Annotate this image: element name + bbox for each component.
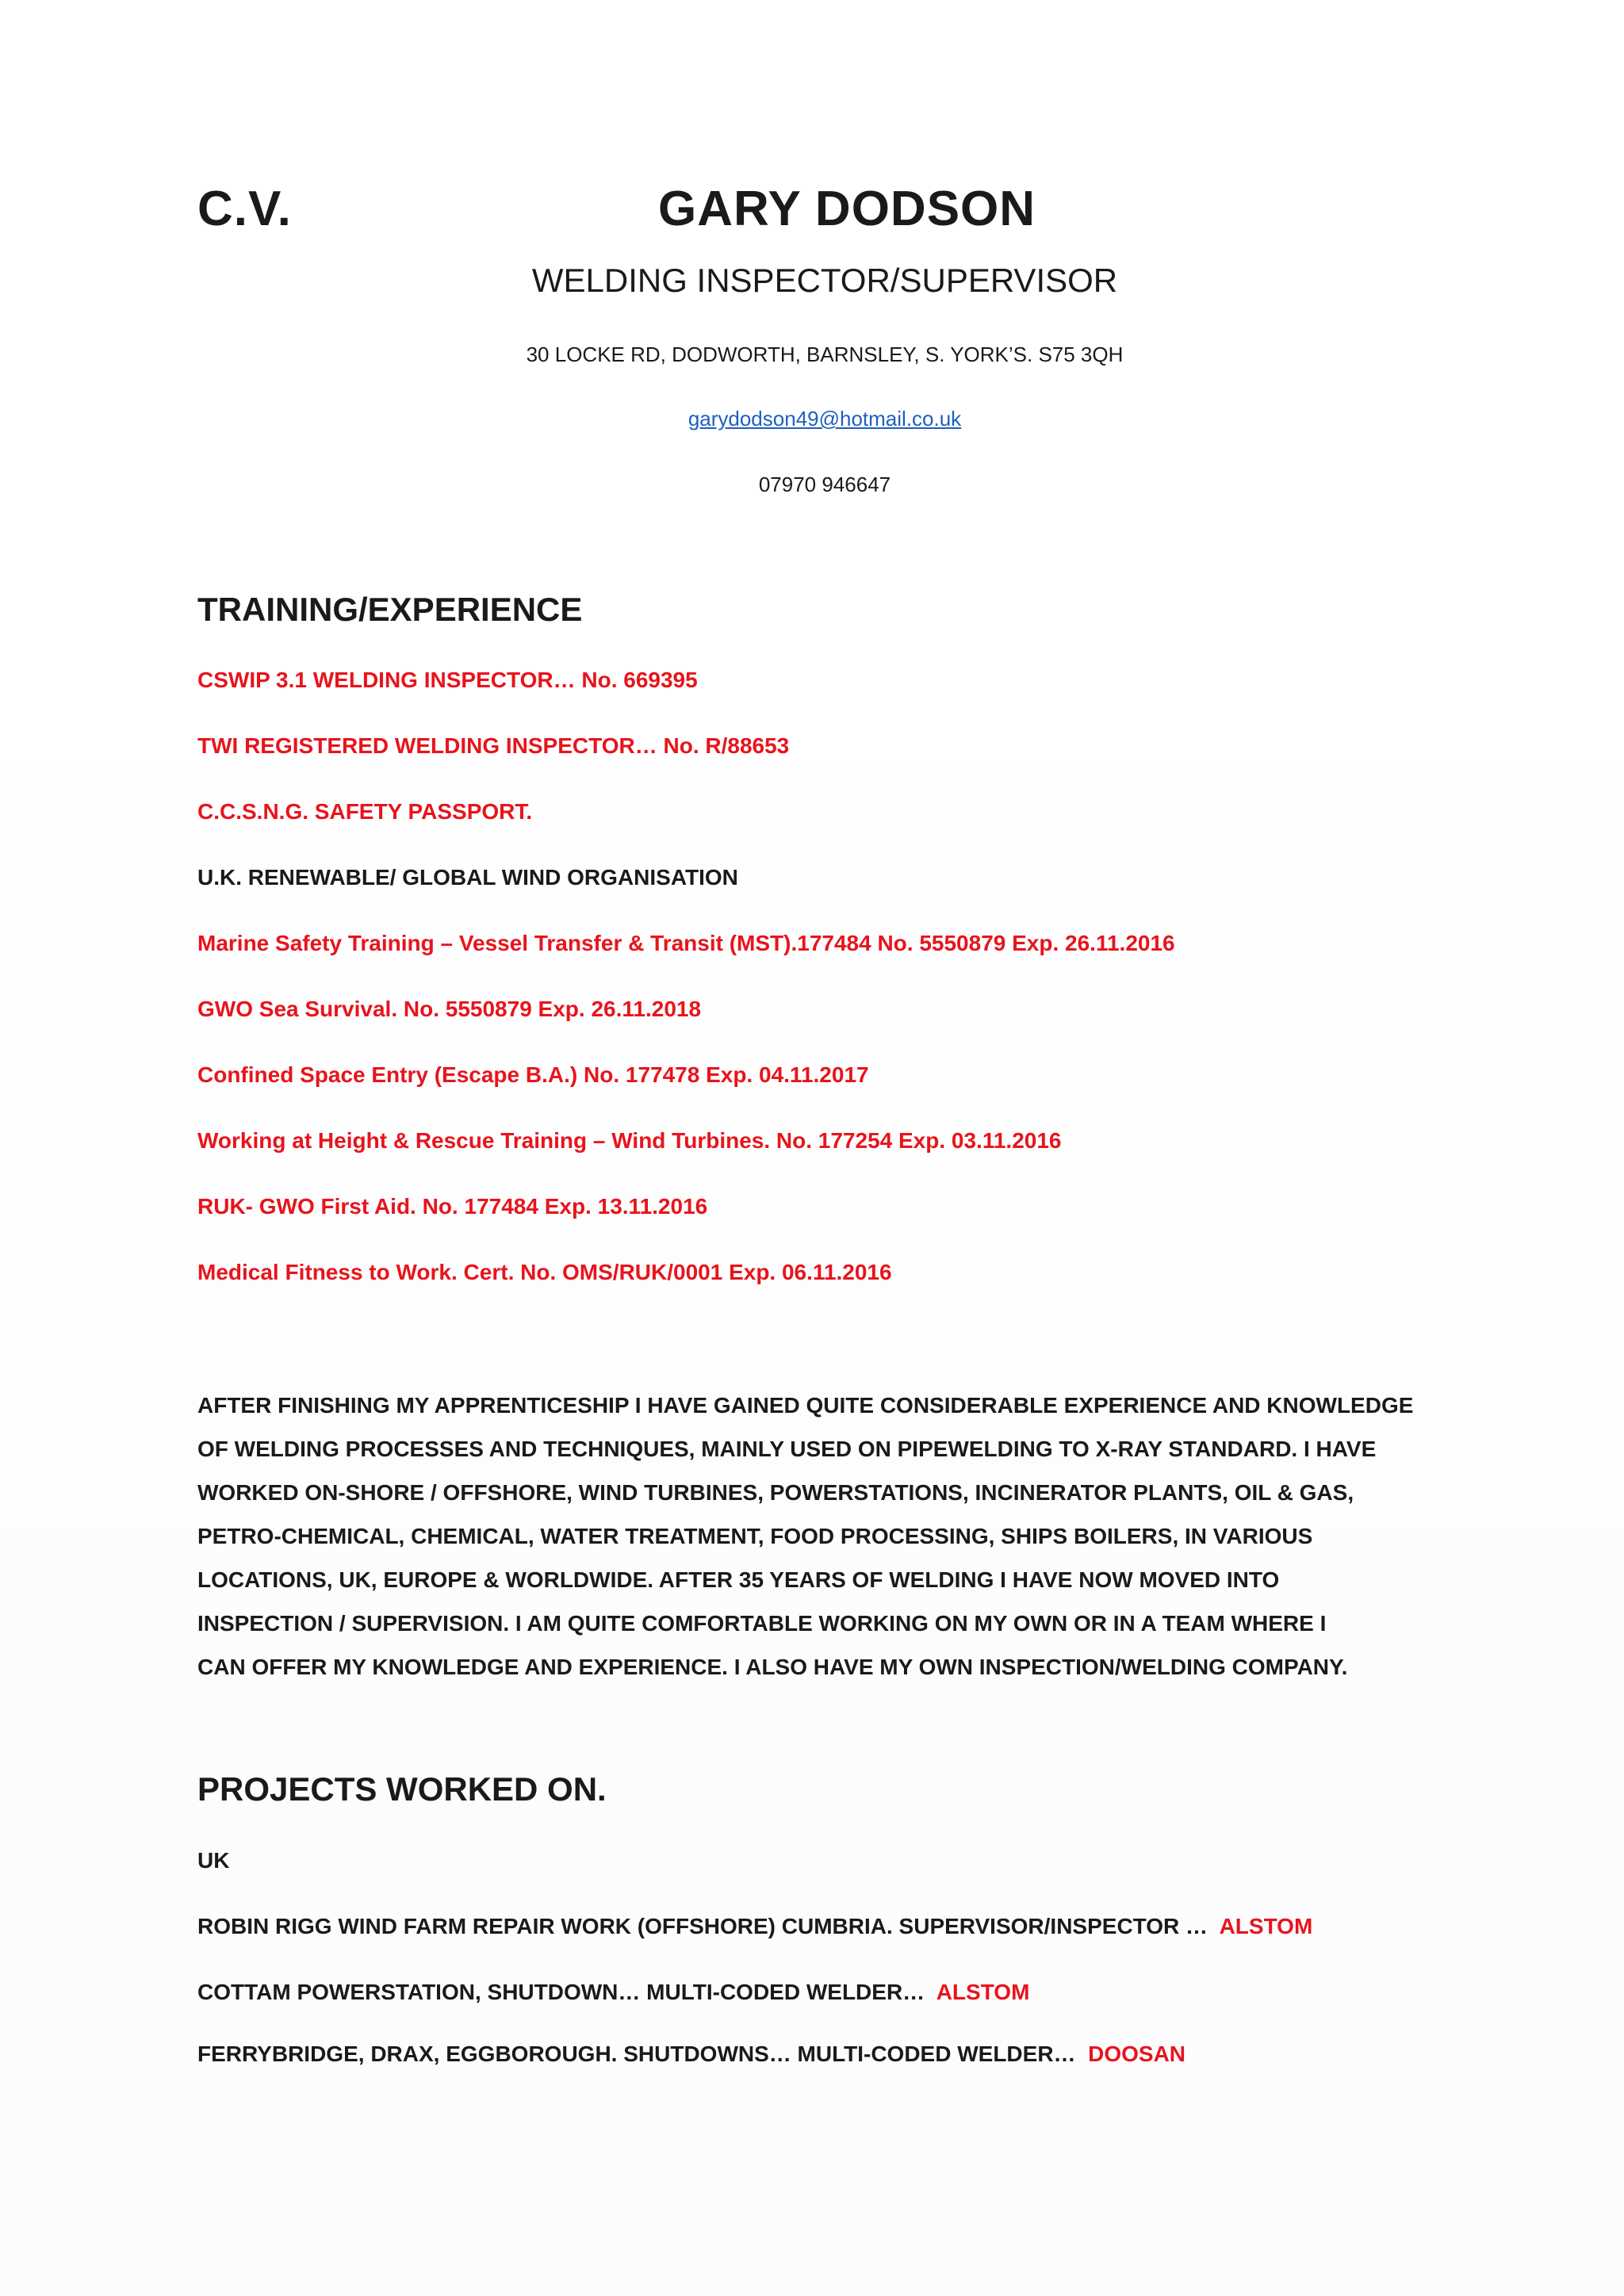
project-description: ROBIN RIGG WIND FARM REPAIR WORK (OFFSHORE) CUMBRIA. SUPERVISOR/INSPECTOR … [197, 1914, 1208, 1938]
project-company: DOOSAN [1088, 2042, 1186, 2066]
summary-line: CAN OFFER MY KNOWLEDGE AND EXPERIENCE. I ALSO HAVE MY OWN INSPECTION/WELDING COMPANY. [197, 1655, 1348, 1679]
training-heading: TRAINING/EXPERIENCE [197, 591, 583, 628]
phone-number: 07970 946647 [758, 473, 891, 496]
training-item: Working at Height & Rescue Training – Wind Turbines. No. 177254 Exp. 03.11.2016 [197, 1128, 1062, 1153]
candidate-name: GARY DODSON [658, 182, 1036, 236]
project-company: ALSTOM [936, 1980, 1030, 2004]
training-item: GWO Sea Survival. No. 5550879 Exp. 26.11.2018 [197, 997, 702, 1021]
training-item: Marine Safety Training – Vessel Transfer & Transit (MST).177484 No. 5550879 Exp. 26.11.2016 [197, 931, 1175, 955]
cv-label: C.V. [197, 182, 292, 236]
experience-summary [197, 1383, 1434, 1689]
project-item [197, 2042, 1185, 2067]
training-item: U.K. RENEWABLE/ GLOBAL WIND ORGANISATION [197, 865, 738, 890]
training-item: C.C.S.N.G. SAFETY PASSPORT. [197, 799, 533, 824]
job-title: WELDING INSPECTOR/SUPERVISOR [531, 262, 1118, 299]
training-item: Medical Fitness to Work. Cert. No. OMS/RUK/0001 Exp. 06.11.2016 [197, 1260, 892, 1284]
summary-line: LOCATIONS, UK, EUROPE & WORLDWIDE. AFTER 35 YEARS OF WELDING I HAVE NOW MOVED INTO [197, 1567, 1280, 1592]
project-description: FERRYBRIDGE, DRAX, EGGBOROUGH. SHUTDOWNS… MULTI-CODED WELDER… [197, 2042, 1076, 2066]
training-item: Confined Space Entry (Escape B.A.) No. 177478 Exp. 04.11.2017 [197, 1062, 869, 1087]
summary-line: PETRO-CHEMICAL, CHEMICAL, WATER TREATMENT, FOOD PROCESSING, SHIPS BOILERS, IN VARIOUS [197, 1524, 1313, 1548]
project-description: COTTAM POWERSTATION, SHUTDOWN… MULTI-CODED WELDER… [197, 1980, 925, 2004]
address: 30 LOCKE RD, DODWORTH, BARNSLEY, S. YORK’S. S75 3QH [526, 342, 1124, 366]
project-item [197, 1980, 1029, 2005]
training-item: CSWIP 3.1 WELDING INSPECTOR… No. 669395 [197, 668, 698, 692]
summary-line: WORKED ON-SHORE / OFFSHORE, WIND TURBINES, POWERSTATIONS, INCINERATOR PLANTS, OIL & GAS, [197, 1480, 1354, 1505]
project-item [197, 1914, 1312, 1939]
project-company: ALSTOM [1219, 1914, 1313, 1938]
training-item: TWI REGISTERED WELDING INSPECTOR… No. R/88653 [197, 733, 790, 758]
summary-line: AFTER FINISHING MY APPRENTICESHIP I HAVE GAINED QUITE CONSIDERABLE EXPERIENCE AND KNOWLEDGE [197, 1393, 1414, 1418]
email-link[interactable]: garydodson49@hotmail.co.uk [688, 407, 962, 430]
projects-heading: PROJECTS WORKED ON. [197, 1770, 607, 1808]
projects-region: UK [197, 1848, 230, 1873]
training-item: RUK- GWO First Aid. No. 177484 Exp. 13.11.2016 [197, 1194, 708, 1219]
summary-line: INSPECTION / SUPERVISION. I AM QUITE COMFORTABLE WORKING ON MY OWN OR IN A TEAM WHERE I [197, 1611, 1327, 1636]
summary-line: OF WELDING PROCESSES AND TECHNIQUES, MAINLY USED ON PIPEWELDING TO X-RAY STANDARD. I HAVE [197, 1437, 1377, 1461]
